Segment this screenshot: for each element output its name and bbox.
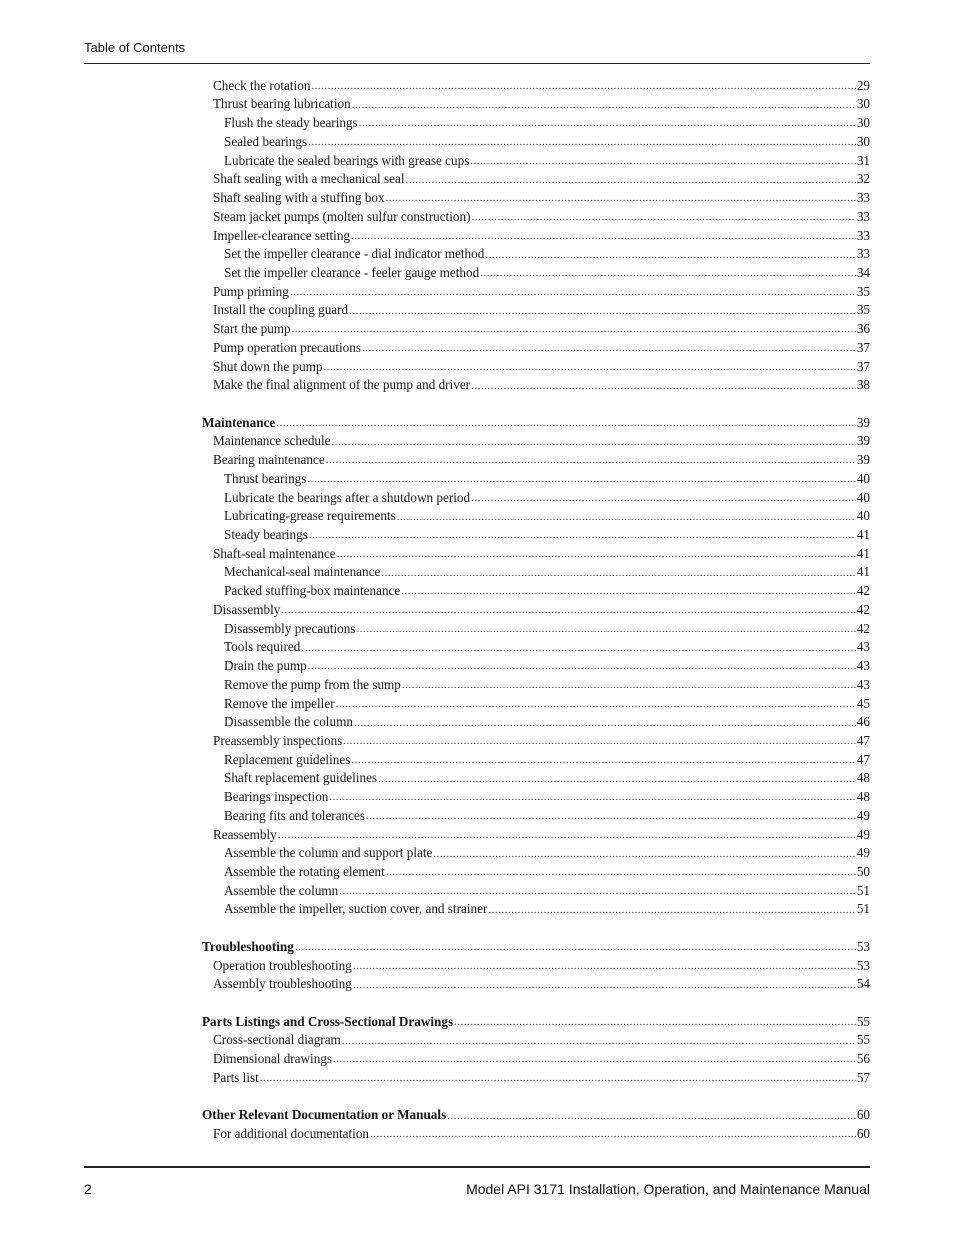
toc-entry-page-number: 40 bbox=[856, 470, 870, 486]
toc-entry-label: Preassembly inspections bbox=[213, 732, 343, 748]
toc-entry[interactable] bbox=[224, 578, 870, 597]
toc-dot-leader bbox=[354, 718, 856, 729]
toc-entry[interactable] bbox=[213, 953, 870, 972]
toc-dot-leader bbox=[471, 381, 856, 392]
toc-entry[interactable] bbox=[213, 1065, 870, 1084]
toc-entry-page-number: 54 bbox=[856, 976, 870, 992]
toc-entry-label: Start the pump bbox=[213, 321, 291, 337]
footer-page-number: 2 bbox=[84, 1181, 92, 1197]
toc-dot-leader bbox=[359, 118, 856, 129]
toc-entry[interactable] bbox=[213, 597, 870, 616]
toc-entry-page-number: 40 bbox=[856, 508, 870, 524]
toc-dot-leader bbox=[281, 605, 855, 616]
toc-dot-leader bbox=[307, 474, 855, 485]
toc-dot-leader bbox=[343, 736, 856, 747]
header-divider bbox=[84, 63, 870, 64]
toc-entry-page-number: 33 bbox=[856, 208, 870, 224]
toc-entry-page-number: 37 bbox=[856, 358, 870, 374]
toc-entry-label: Bearings inspection bbox=[224, 789, 329, 805]
toc-dot-leader bbox=[352, 100, 856, 111]
toc-dot-leader bbox=[276, 418, 856, 429]
toc-entry-label: Dimensional drawings bbox=[213, 1051, 333, 1067]
toc-entry[interactable] bbox=[224, 260, 870, 279]
toc-entry-label: Pump priming bbox=[213, 283, 289, 299]
toc-entry-label: Tools required bbox=[224, 639, 301, 655]
footer-document-title: Model API 3171 Installation, Operation, and Maintenance Manual bbox=[466, 1181, 870, 1197]
toc-entry-page-number: 33 bbox=[856, 227, 870, 243]
toc-entry-page-number: 53 bbox=[856, 957, 870, 973]
toc-dot-leader bbox=[351, 755, 855, 766]
toc-entry[interactable] bbox=[224, 653, 870, 672]
toc-entry[interactable] bbox=[213, 354, 870, 373]
toc-entry-label: Check the rotation bbox=[213, 77, 311, 93]
toc-entry[interactable] bbox=[224, 710, 870, 729]
toc-entry-label: Bearing fits and tolerances bbox=[224, 807, 365, 823]
toc-entry[interactable] bbox=[224, 878, 870, 897]
toc-dot-leader bbox=[401, 586, 856, 597]
toc-entry[interactable] bbox=[224, 841, 870, 860]
toc-entry[interactable] bbox=[224, 616, 870, 635]
toc-entry-label: Lubricating-grease requirements bbox=[224, 508, 396, 524]
toc-dot-leader bbox=[397, 512, 856, 523]
toc-entry-page-number: 55 bbox=[856, 1013, 870, 1029]
toc-entry-label: Thrust bearings bbox=[224, 470, 307, 486]
toc-dot-leader bbox=[480, 268, 856, 279]
toc-entry-page-number: 41 bbox=[856, 527, 870, 543]
toc-entry-label: Other Relevant Documentation or Manuals bbox=[202, 1107, 447, 1123]
toc-entry[interactable] bbox=[213, 279, 870, 298]
toc-entry-label: Mechanical-seal maintenance bbox=[224, 564, 381, 580]
toc-entry-page-number: 42 bbox=[856, 601, 870, 617]
toc-dot-leader bbox=[333, 1054, 856, 1065]
toc-entry-page-number: 48 bbox=[856, 789, 870, 805]
toc-dot-leader bbox=[329, 792, 855, 803]
toc-dot-leader bbox=[290, 287, 856, 298]
toc-dot-leader bbox=[406, 175, 856, 186]
toc-entry-page-number: 50 bbox=[856, 863, 870, 879]
toc-entry[interactable] bbox=[213, 73, 870, 92]
toc-entry-page-number: 47 bbox=[856, 751, 870, 767]
toc-entry[interactable] bbox=[224, 897, 870, 916]
toc-dot-leader bbox=[402, 680, 856, 691]
toc-entry-page-number: 32 bbox=[856, 171, 870, 187]
toc-entry-label: Pump operation precautions bbox=[213, 339, 361, 355]
toc-entry[interactable] bbox=[213, 92, 870, 111]
toc-entry[interactable] bbox=[213, 316, 870, 335]
toc-entry[interactable] bbox=[213, 167, 870, 186]
toc-dot-leader bbox=[433, 849, 855, 860]
toc-entry-page-number: 56 bbox=[856, 1051, 870, 1067]
toc-entry[interactable] bbox=[213, 185, 870, 204]
toc-entry-page-number: 35 bbox=[856, 302, 870, 318]
toc-entry-page-number: 51 bbox=[856, 901, 870, 917]
page-header-title: Table of Contents bbox=[84, 40, 186, 55]
toc-entry-page-number: 34 bbox=[856, 264, 870, 280]
toc-entry-page-number: 31 bbox=[856, 152, 870, 168]
toc-dot-leader bbox=[351, 231, 856, 242]
toc-dot-leader bbox=[485, 250, 855, 261]
toc-dot-leader bbox=[366, 811, 856, 822]
toc-dot-leader bbox=[386, 867, 856, 878]
toc-dot-leader bbox=[336, 699, 856, 710]
toc-section-entry[interactable] bbox=[202, 1103, 870, 1122]
toc-entry-label: Lubricate the bearings after a shutdown period bbox=[224, 489, 471, 505]
toc-entry[interactable] bbox=[224, 522, 870, 541]
toc-dot-leader bbox=[301, 643, 855, 654]
toc-entry-page-number: 46 bbox=[856, 714, 870, 730]
toc-entry[interactable] bbox=[213, 204, 870, 223]
toc-entry-page-number: 30 bbox=[856, 115, 870, 131]
toc-entry-page-number: 60 bbox=[856, 1107, 870, 1123]
toc-entry-label: Troubleshooting bbox=[202, 938, 294, 954]
toc-entry-label: Make the final alignment of the pump and driver bbox=[213, 377, 471, 393]
toc-entry[interactable] bbox=[224, 691, 870, 710]
toc-dot-leader bbox=[311, 81, 855, 92]
toc-entry-label: Remove the impeller bbox=[224, 695, 335, 711]
toc-dot-leader bbox=[295, 942, 856, 953]
toc-entry[interactable] bbox=[224, 242, 870, 261]
toc-entry-label: Assemble the rotating element bbox=[224, 863, 385, 879]
toc-dot-leader bbox=[488, 905, 855, 916]
toc-dot-leader bbox=[337, 549, 856, 560]
toc-dot-leader bbox=[278, 830, 856, 841]
toc-dot-leader bbox=[362, 343, 856, 354]
toc-entry-label: Drain the pump bbox=[224, 658, 307, 674]
toc-entry-page-number: 30 bbox=[856, 133, 870, 149]
toc-entry-label: Assemble the column and support plate bbox=[224, 845, 433, 861]
toc-entry-page-number: 55 bbox=[856, 1032, 870, 1048]
toc-dot-leader bbox=[326, 455, 856, 466]
toc-entry-label: Maintenance schedule bbox=[213, 433, 331, 449]
toc-dot-leader bbox=[308, 137, 856, 148]
toc-entry-label: Shaft sealing with a stuffing box bbox=[213, 190, 385, 206]
toc-entry-page-number: 42 bbox=[856, 620, 870, 636]
toc-entry-page-number: 39 bbox=[856, 433, 870, 449]
toc-dot-leader bbox=[309, 530, 856, 541]
toc-entry-label: Lubricate the sealed bearings with grease cups bbox=[224, 152, 470, 168]
toc-dot-leader bbox=[349, 306, 856, 317]
toc-entry-page-number: 30 bbox=[856, 96, 870, 112]
toc-dot-leader bbox=[324, 362, 856, 373]
toc-entry-label: Set the impeller clearance - feeler gauge method bbox=[224, 264, 480, 280]
toc-entry-page-number: 37 bbox=[856, 339, 870, 355]
toc-dot-leader bbox=[378, 774, 856, 785]
toc-entry-label: Sealed bearings bbox=[224, 133, 308, 149]
toc-entry-label: Reassembly bbox=[213, 826, 277, 842]
toc-entry[interactable] bbox=[224, 672, 870, 691]
toc-dot-leader bbox=[381, 568, 855, 579]
toc-entry[interactable] bbox=[213, 447, 870, 466]
toc-dot-leader bbox=[356, 624, 855, 635]
toc-entry-page-number: 40 bbox=[856, 489, 870, 505]
toc-entry-label: Impeller-clearance setting bbox=[213, 227, 351, 243]
toc-dot-leader bbox=[342, 1036, 856, 1047]
toc-entry-label: Remove the pump from the sump bbox=[224, 676, 401, 692]
toc-entry[interactable] bbox=[213, 1046, 870, 1065]
toc-dot-leader bbox=[353, 980, 856, 991]
toc-entry[interactable] bbox=[224, 766, 870, 785]
toc-entry-label: Bearing maintenance bbox=[213, 452, 325, 468]
toc-entry-page-number: 49 bbox=[856, 845, 870, 861]
toc-entry[interactable] bbox=[224, 803, 870, 822]
toc-entry[interactable] bbox=[224, 859, 870, 878]
toc-entry-label: Set the impeller clearance - dial indicator method bbox=[224, 246, 485, 262]
toc-entry-page-number: 45 bbox=[856, 695, 870, 711]
toc-dot-leader bbox=[470, 156, 855, 167]
toc-entry[interactable] bbox=[213, 223, 870, 242]
toc-entry-page-number: 39 bbox=[856, 452, 870, 468]
toc-entry-label: Assembly troubleshooting bbox=[213, 976, 352, 992]
toc-entry-page-number: 36 bbox=[856, 321, 870, 337]
toc-entry[interactable] bbox=[213, 335, 870, 354]
toc-entry-page-number: 49 bbox=[856, 826, 870, 842]
toc-entry-label: For additional documentation bbox=[213, 1126, 370, 1142]
toc-entry[interactable] bbox=[224, 129, 870, 148]
toc-entry-page-number: 43 bbox=[856, 658, 870, 674]
toc-entry[interactable] bbox=[213, 728, 870, 747]
toc-entry-label: Shaft sealing with a mechanical seal bbox=[213, 171, 405, 187]
toc-entry-label: Disassemble the column bbox=[224, 714, 353, 730]
toc-entry-page-number: 60 bbox=[856, 1126, 870, 1142]
toc-entry-label: Shaft-seal maintenance bbox=[213, 545, 336, 561]
toc-entry-label: Disassembly precautions bbox=[224, 620, 356, 636]
toc-entry[interactable] bbox=[213, 429, 870, 448]
toc-dot-leader bbox=[447, 1111, 856, 1122]
toc-entry-label: Flush the steady bearings bbox=[224, 115, 358, 131]
toc-entry-label: Shut down the pump bbox=[213, 358, 323, 374]
toc-entry-label: Cross-sectional diagram bbox=[213, 1032, 341, 1048]
toc-entry-page-number: 29 bbox=[856, 77, 870, 93]
toc-entry[interactable] bbox=[213, 972, 870, 991]
toc-entry-page-number: 47 bbox=[856, 732, 870, 748]
toc-dot-leader bbox=[260, 1073, 856, 1084]
toc-entry-label: Shaft replacement guidelines bbox=[224, 770, 378, 786]
toc-entry-label: Packed stuffing-box maintenance bbox=[224, 583, 401, 599]
toc-dot-leader bbox=[370, 1129, 856, 1140]
toc-entry-page-number: 42 bbox=[856, 583, 870, 599]
toc-dot-leader bbox=[332, 437, 856, 448]
toc-entry-label: Assemble the column bbox=[224, 882, 339, 898]
toc-entry-page-number: 48 bbox=[856, 770, 870, 786]
toc-entry[interactable] bbox=[224, 747, 870, 766]
toc-entry-page-number: 38 bbox=[856, 377, 870, 393]
toc-entry[interactable] bbox=[224, 485, 870, 504]
toc-entry[interactable] bbox=[213, 822, 870, 841]
toc-entry-page-number: 33 bbox=[856, 190, 870, 206]
toc-entry[interactable] bbox=[224, 504, 870, 523]
toc-section-entry[interactable] bbox=[202, 934, 870, 953]
toc-entry[interactable] bbox=[224, 784, 870, 803]
toc-entry-label: Steam jacket pumps (molten sulfur construction) bbox=[213, 208, 471, 224]
toc-section-entry[interactable] bbox=[202, 1009, 870, 1028]
toc-entry-page-number: 57 bbox=[856, 1069, 870, 1085]
toc-entry-page-number: 33 bbox=[856, 246, 870, 262]
toc-entry[interactable] bbox=[224, 110, 870, 129]
toc-entry-page-number: 39 bbox=[856, 414, 870, 430]
toc-entry-label: Install the coupling guard bbox=[213, 302, 349, 318]
toc-dot-leader bbox=[454, 1017, 856, 1028]
toc-entry-page-number: 41 bbox=[856, 564, 870, 580]
toc-entry-page-number: 53 bbox=[856, 938, 870, 954]
toc-entry-label: Parts Listings and Cross-Sectional Drawings bbox=[202, 1013, 454, 1029]
toc-entry[interactable] bbox=[213, 298, 870, 317]
toc-entry-label: Parts list bbox=[213, 1069, 259, 1085]
toc-entry-label: Replacement guidelines bbox=[224, 751, 351, 767]
toc-dot-leader bbox=[292, 324, 856, 335]
toc-entry-page-number: 51 bbox=[856, 882, 870, 898]
toc-entry[interactable] bbox=[213, 1028, 870, 1047]
toc-entry-page-number: 35 bbox=[856, 283, 870, 299]
toc-entry[interactable] bbox=[224, 148, 870, 167]
toc-entry-label: Assemble the impeller, suction cover, and strainer bbox=[224, 901, 488, 917]
toc-dot-leader bbox=[339, 886, 856, 897]
toc-entry-page-number: 41 bbox=[856, 545, 870, 561]
toc-entry[interactable] bbox=[224, 466, 870, 485]
toc-dot-leader bbox=[471, 212, 855, 223]
toc-dot-leader bbox=[353, 961, 856, 972]
toc-entry-label: Maintenance bbox=[202, 414, 276, 430]
toc-entry-page-number: 49 bbox=[856, 807, 870, 823]
toc-entry[interactable] bbox=[224, 560, 870, 579]
toc-entry[interactable] bbox=[213, 541, 870, 560]
toc-entry-label: Thrust bearing lubrication bbox=[213, 96, 351, 112]
toc-dot-leader bbox=[386, 193, 856, 204]
toc-entry-label: Operation troubleshooting bbox=[213, 957, 352, 973]
toc-entry[interactable] bbox=[224, 635, 870, 654]
toc-dot-leader bbox=[471, 493, 856, 504]
toc-entry[interactable] bbox=[213, 1121, 870, 1140]
toc-entry-page-number: 43 bbox=[856, 639, 870, 655]
toc-dot-leader bbox=[308, 661, 856, 672]
toc-section-entry[interactable] bbox=[202, 410, 870, 429]
toc-entry-label: Disassembly bbox=[213, 601, 281, 617]
toc-entry[interactable] bbox=[213, 373, 870, 392]
toc-entry-label: Steady bearings bbox=[224, 527, 308, 543]
toc-entry-page-number: 43 bbox=[856, 676, 870, 692]
footer-divider bbox=[84, 1166, 870, 1168]
